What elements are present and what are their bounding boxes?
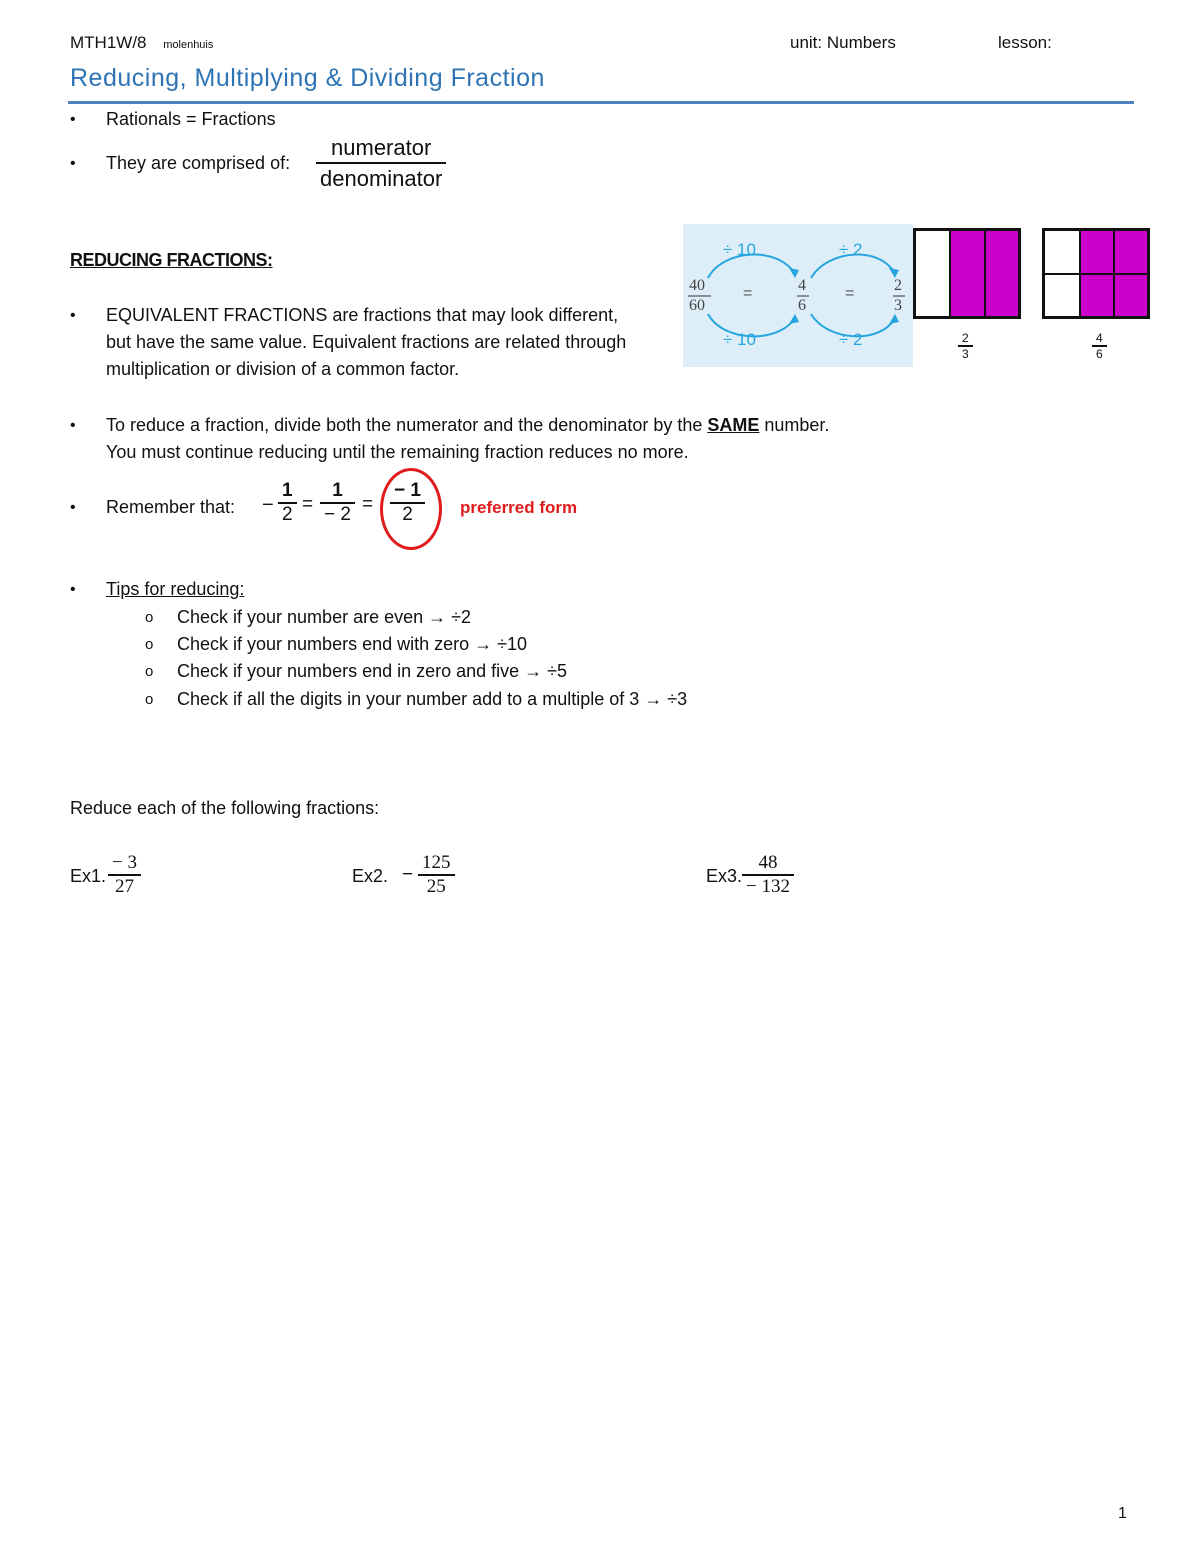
diagram-equals-1: = [743, 285, 753, 302]
tips-heading: • Tips for reducing: [106, 576, 244, 603]
sixth-filled-3 [1080, 274, 1114, 317]
fraction-2-den: − 2 [324, 503, 351, 525]
sixths-label-num: 4 [1096, 331, 1103, 345]
tip-item-2: o Check if your numbers end with zero → ÷10 [177, 631, 527, 658]
equivalent-fractions-diagram [683, 224, 913, 367]
fraction-neg-denominator [320, 480, 355, 526]
negative-sign-outside: − [262, 494, 274, 516]
equivalent-line-1: • EQUIVALENT FRACTIONS are fractions that may look different, [106, 305, 619, 325]
fraction-3-den: 2 [402, 503, 413, 525]
frac-b-num: 4 [798, 277, 806, 294]
fraction-3-num: − 1 [394, 480, 421, 501]
bullet-to-reduce [106, 412, 1106, 466]
thirds-label-num: 2 [962, 331, 969, 345]
header-unit: unit: Numbers [790, 33, 896, 52]
ex1-label: Ex1. [70, 866, 107, 886]
teacher-name: molenhuis [163, 39, 214, 51]
to-reduce-text-post: number. [759, 415, 830, 435]
frac-c-num: 2 [894, 277, 902, 294]
equivalent-line-2: but have the same value. Equivalent fractions are related through [106, 332, 627, 352]
sixth-filled-2 [1114, 230, 1148, 274]
bar-model-thirds-label [958, 331, 973, 361]
label-div10-bottom: ÷ 10 [723, 330, 756, 349]
ex2-negative-sign: − [402, 864, 414, 885]
label-div2-top: ÷ 2 [839, 240, 863, 259]
tip-item-3: o Check if your numbers end in zero and five → ÷5 [177, 658, 567, 685]
same-emphasis: SAME [707, 415, 760, 435]
diagram-equals-2: = [845, 285, 855, 302]
third-filled-2 [985, 230, 1019, 317]
page-title: Reducing, Multiplying & Dividing Fraction [70, 64, 545, 92]
exercise-instruction: Reduce each of the following fractions: [70, 798, 380, 818]
label-div10-top: ÷ 10 [723, 240, 756, 259]
sixth-filled-4 [1114, 274, 1148, 317]
equivalent-line-3: multiplication or division of a common factor. [106, 359, 460, 379]
ex2-fraction [418, 852, 455, 898]
header-course [70, 33, 213, 53]
reducing-heading: REDUCING FRACTIONS: [70, 250, 273, 270]
frac-a-den: 60 [689, 297, 705, 314]
fraction-1-den: 2 [282, 503, 293, 525]
to-reduce-text-pre: To reduce a fraction, divide both the numerator and the denominator by the [106, 415, 708, 435]
ex1-fraction [108, 852, 141, 898]
bullet-remember: • Remember that: [106, 494, 235, 521]
bullet-comprised: • They are comprised of: [106, 150, 290, 177]
fraction-2-num: 1 [332, 480, 343, 501]
sixths-label-den: 6 [1096, 346, 1103, 361]
sixth-empty-2 [1044, 274, 1080, 317]
fraction-neg-outside [278, 480, 297, 526]
bullet-rationals: • Rationals = Fractions [106, 106, 276, 133]
equals-1: = [302, 494, 314, 515]
third-empty [915, 230, 950, 317]
ex3-num: 48 [758, 852, 778, 873]
preferred-form-label: preferred form [460, 498, 578, 517]
tip-item-1: o Check if your number are even → ÷2 [177, 604, 471, 631]
bar-model-thirds [913, 228, 1021, 319]
title-divider [68, 101, 1134, 104]
ex2-den: 25 [426, 875, 446, 897]
ex3-label: Ex3. [706, 866, 743, 886]
fraction-1-num: 1 [282, 480, 293, 501]
denominator-word: denominator [320, 165, 443, 191]
ex2-label: Ex2. [352, 866, 389, 886]
fraction-neg-numerator [390, 480, 425, 526]
tip-item-4: o Check if all the digits in your number add to a multiple of 3 → ÷3 [177, 686, 687, 713]
course-code: MTH1W/8 [70, 33, 147, 52]
to-reduce-line-1 [106, 412, 1106, 439]
sixth-empty-1 [1044, 230, 1080, 274]
thirds-label-den: 3 [962, 346, 969, 361]
equals-2: = [362, 494, 374, 515]
numerator-denominator-fraction [316, 134, 446, 194]
bar-model-sixths-label [1092, 331, 1107, 361]
ex3-den: − 132 [746, 875, 790, 897]
label-div2-bottom: ÷ 2 [839, 330, 863, 349]
sixth-filled-1 [1080, 230, 1114, 274]
equivalent-arrows-figure [683, 224, 913, 367]
to-reduce-line-2: You must continue reducing until the remaining fraction reduces no more. [106, 442, 689, 462]
numerator-word: numerator [331, 135, 432, 160]
header-lesson: lesson: [998, 33, 1052, 52]
frac-a-num: 40 [689, 277, 705, 294]
ex3-fraction [742, 852, 794, 898]
third-filled-1 [950, 230, 985, 317]
ex2-num: 125 [422, 852, 451, 873]
frac-b-den: 6 [798, 297, 806, 314]
frac-c-den: 3 [894, 297, 902, 314]
ex1-num: − 3 [112, 852, 137, 873]
bar-model-sixths [1042, 228, 1150, 319]
bullet-equivalent [106, 302, 686, 383]
page-number: 1 [1118, 1505, 1127, 1522]
ex1-den: 27 [114, 875, 134, 897]
